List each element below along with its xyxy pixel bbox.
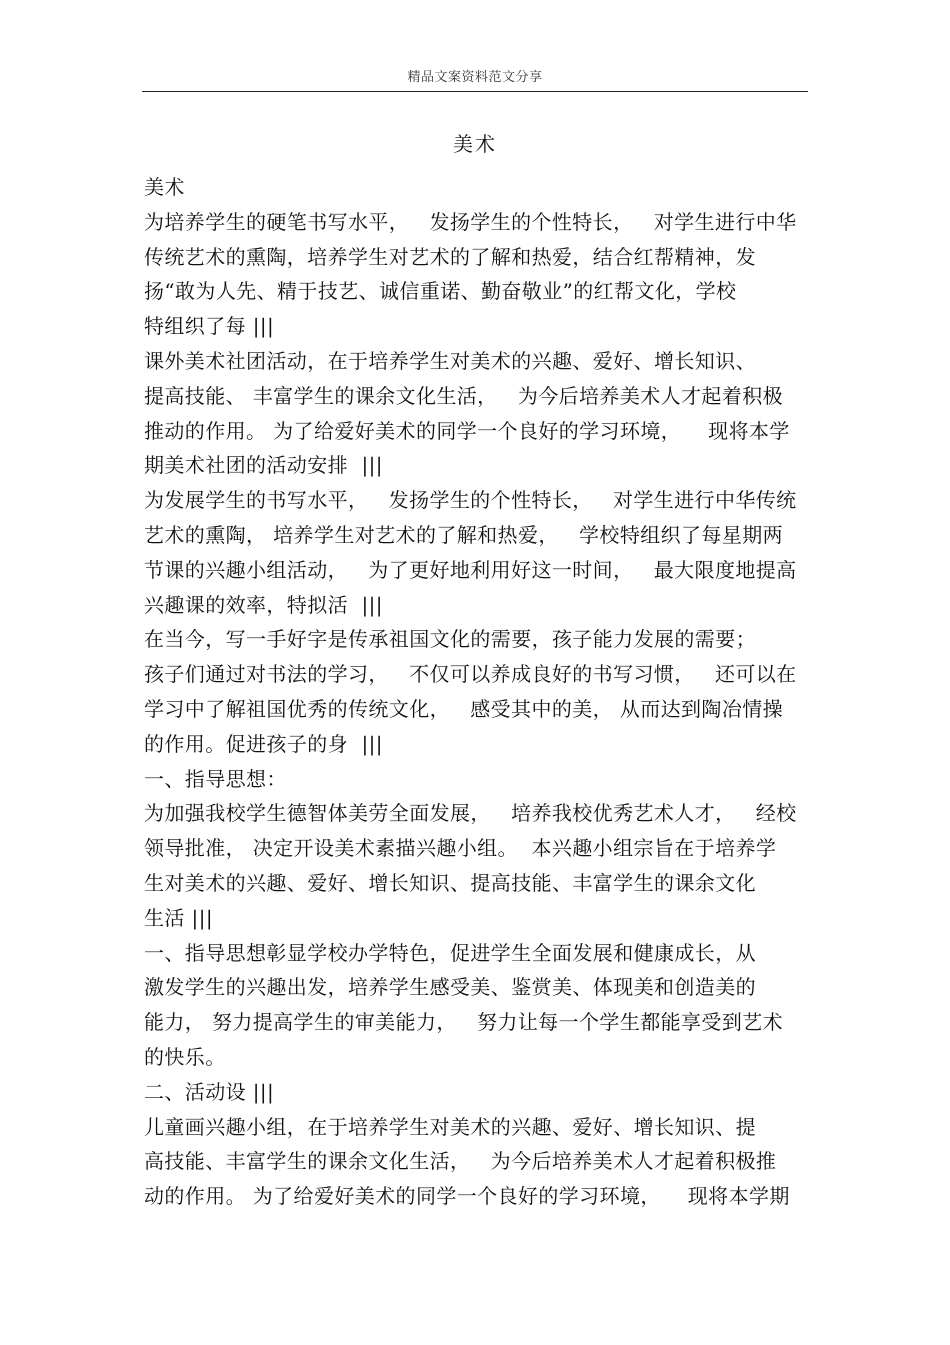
body-line: 为加强我校学生德智体美劳全面发展， 培养我校优秀艺术人才， 经校 (144, 801, 797, 826)
body-line: 领导批准， 决定开设美术素描兴趣小组。 本兴趣小组宗旨在于培养学 (144, 836, 777, 861)
body-line: 兴趣课的效率，特拟活 ||| (144, 592, 383, 617)
body-line: 孩子们通过对书法的学习， 不仅可以养成良好的书写习惯， 还可以在 (144, 662, 797, 687)
body-line: 高技能、丰富学生的课余文化生活， 为今后培养美术人才起着积极推 (144, 1149, 777, 1174)
page-header: 精品文案资料范文分享 (407, 70, 543, 85)
body-line: 二、活动设 ||| (144, 1079, 275, 1104)
body-line: 激发学生的兴趣出发，培养学生感受美、鉴赏美、体现美和创造美的 (144, 975, 756, 1000)
body-line: 儿童画兴趣小组，在于培养学生对美术的兴趣、爱好、增长知识、提 (144, 1114, 756, 1139)
body-line: 一、指导思想彰显学校办学特色，促进学生全面发展和健康成长，从 (144, 940, 756, 965)
body-line: 推动的作用。 为了给爱好美术的同学一个良好的学习环境， 现将本学 (144, 418, 790, 443)
body-line: 为培养学生的硬笔书写水平， 发扬学生的个性特长， 对学生进行中华 (144, 209, 797, 234)
body-line: 的作用。促进孩子的身 ||| (144, 731, 383, 756)
body-line: 特组织了每 ||| (144, 314, 275, 339)
body-line: 提高技能、 丰富学生的课余文化生活， 为今后培养美术人才起着积极 (144, 383, 784, 408)
body-line: 动的作用。 为了给爱好美术的同学一个良好的学习环境， 现将本学期 (144, 1184, 790, 1209)
document-body (144, 170, 824, 1214)
body-line: 能力， 努力提高学生的审美能力， 努力让每一个学生都能享受到艺术 (144, 1010, 784, 1035)
body-line: 在当今，写一手好字是传承祖国文化的需要，孩子能力发展的需要； (144, 627, 756, 652)
body-line: 节课的兴趣小组活动， 为了更好地利用好这一时间， 最大限度地提高 (144, 557, 797, 582)
body-line: 生活 ||| (144, 905, 213, 930)
body-line: 扬“敢为人先、精于技艺、诚信重诺、勤奋敬业”的红帮文化，学校 (144, 279, 737, 304)
body-line: 传统艺术的熏陶，培养学生对艺术的了解和热爱，结合红帮精神，发 (144, 244, 756, 269)
body-line: 学习中了解祖国优秀的传统文化， 感受其中的美， 从而达到陶冶情操 (144, 696, 784, 721)
body-line: 一、指导思想： (144, 766, 287, 791)
body-line: 期美术社团的活动安排 ||| (144, 453, 383, 478)
body-line: 为发展学生的书写水平， 发扬学生的个性特长， 对学生进行中华传统 (144, 488, 797, 513)
body-line: 生对美术的兴趣、爱好、增长知识、提高技能、丰富学生的课余文化 (144, 870, 756, 895)
document-title: 美术 (453, 132, 497, 156)
header-divider (142, 91, 808, 92)
body-line: 艺术的熏陶， 培养学生对艺术的了解和热爱， 学校特组织了每星期两 (144, 522, 784, 547)
body-line: 课外美术社团活动，在于培养学生对美术的兴趣、爱好、增长知识、 (144, 348, 756, 373)
body-line: 美术 (144, 175, 185, 199)
body-line: 的快乐。 (144, 1044, 226, 1069)
